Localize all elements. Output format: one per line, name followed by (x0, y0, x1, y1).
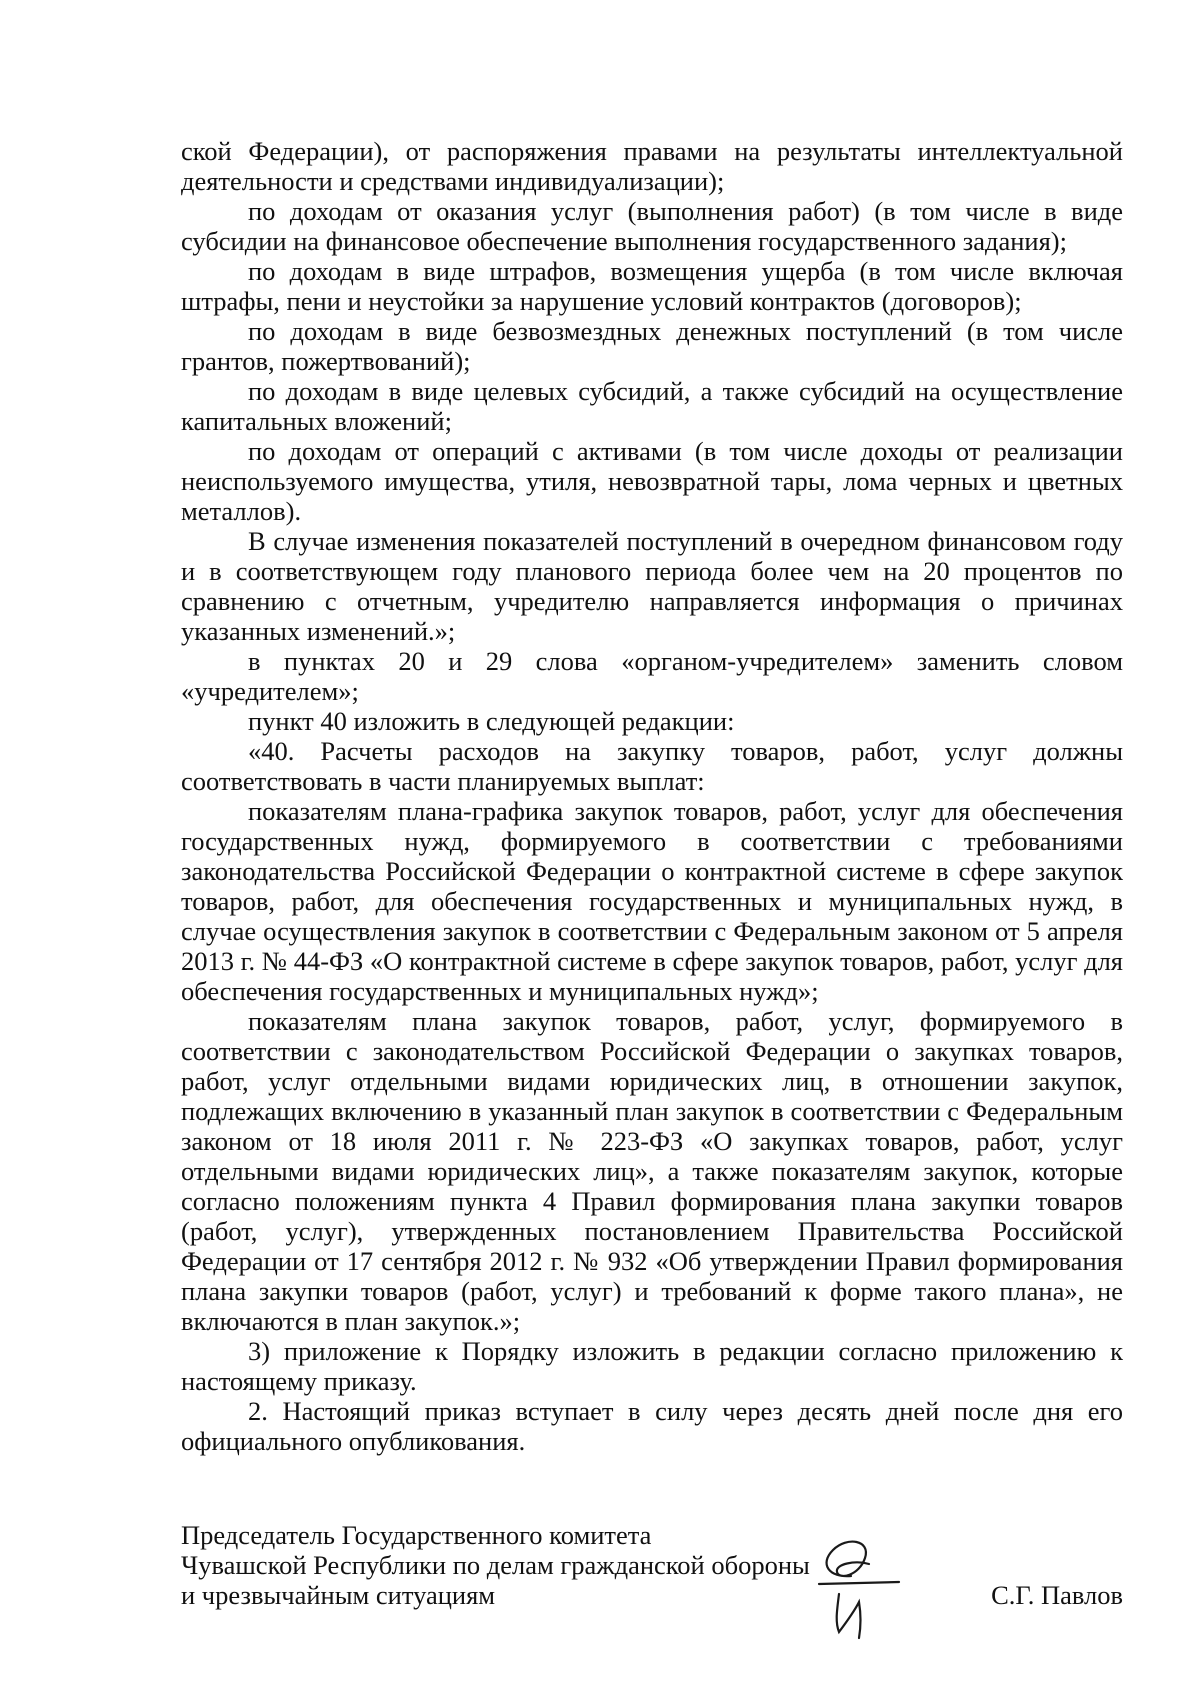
paragraph-7: В случае изменения показателей поступлений в очередном финансовом году и в соответствующем году планового периода более чем на 20 процентов по сравнению с отчетным, учредителю направляется информация о причинах указанных изменений.»; (181, 526, 1123, 646)
paragraph-3: по доходам в виде штрафов, возмещения ущерба (в том числе включая штрафы, пени и неустойки за нарушение условий контрактов (договоров); (181, 256, 1123, 316)
paragraph-10: «40. Расчеты расходов на закупку товаров, работ, услуг должны соответствовать в части планируемых выплат: (181, 736, 1123, 796)
paragraph-6: по доходам от операций с активами (в том числе доходы от реализации неиспользуемого имущества, утиля, невозвратной тары, лома черных и цветных металлов). (181, 436, 1123, 526)
paragraph-8: в пунктах 20 и 29 слова «органом-учредителем» заменить словом «учредителем»; (181, 646, 1123, 706)
signer-position (181, 1520, 821, 1610)
paragraph-4: по доходам в виде безвозмездных денежных поступлений (в том числе грантов, пожертвований); (181, 316, 1123, 376)
signer-name: С.Г. Павлов (991, 1580, 1123, 1610)
paragraph-11: показателям плана-графика закупок товаров, работ, услуг для обеспечения государственных нужд, формируемого в соответствии с требованиями законодательства Российской Федерации о контрактной системе в сфере закупок товаров, работ, для обеспечения государственных и муниципальных нужд, в случае осуществления закупок в соответствии с Федеральным законом от 5 апреля 2013 г. № 44-ФЗ «О контрактной системе в сфере закупок товаров, работ, услуг для обеспечения государственных и муниципальных нужд»; (181, 796, 1123, 1006)
handwritten-signature (789, 1514, 919, 1644)
signer-position-line-1: Председатель Государственного комитета (181, 1520, 652, 1550)
signature-block (181, 1520, 1123, 1660)
paragraph-1: ской Федерации), от распоряжения правами на результаты интеллектуальной деятельности и средствами индивидуализации); (181, 136, 1123, 196)
paragraph-2: по доходам от оказания услуг (выполнения работ) (в том числе в виде субсидии на финансовое обеспечение выполнения государственного задания); (181, 196, 1123, 256)
paragraph-13: 3) приложение к Порядку изложить в редакции согласно приложению к настоящему приказу. (181, 1336, 1123, 1396)
paragraph-9: пункт 40 изложить в следующей редакции: (248, 706, 735, 736)
paragraph-14: 2. Настоящий приказ вступает в силу через десять дней после дня его официального опубликования. (181, 1396, 1123, 1456)
signer-position-line-2: Чувашской Республики по делам гражданской обороны (181, 1550, 810, 1580)
paragraph-5: по доходам в виде целевых субсидий, а также субсидий на осуществление капитальных вложений; (181, 376, 1123, 436)
document-body (181, 136, 1123, 1456)
signer-position-line-3: и чрезвычайным ситуациям (181, 1580, 496, 1610)
paragraph-12: показателям плана закупок товаров, работ, услуг, формируемого в соответствии с законодательством Российской Федерации о закупках товаров, работ, услуг отдельными видами юридических лиц, в отношении закупок, подлежащих включению в указанный план закупок в соответствии с Федеральным законом от 18 июля 2011 г. № 223-ФЗ «О закупках товаров, работ, услуг отдельными видами юридических лиц», а также показателям закупок, которые согласно положениям пункта 4 Правил формирования плана закупки товаров (работ, услуг), утвержденных постановлением Правительства Российской Федерации от 17 сентября 2012 г. № 932 «Об утверждении Правил формирования плана закупки товаров (работ, услуг) и требований к форме такого плана», не включаются в план закупок.»; (181, 1006, 1123, 1336)
